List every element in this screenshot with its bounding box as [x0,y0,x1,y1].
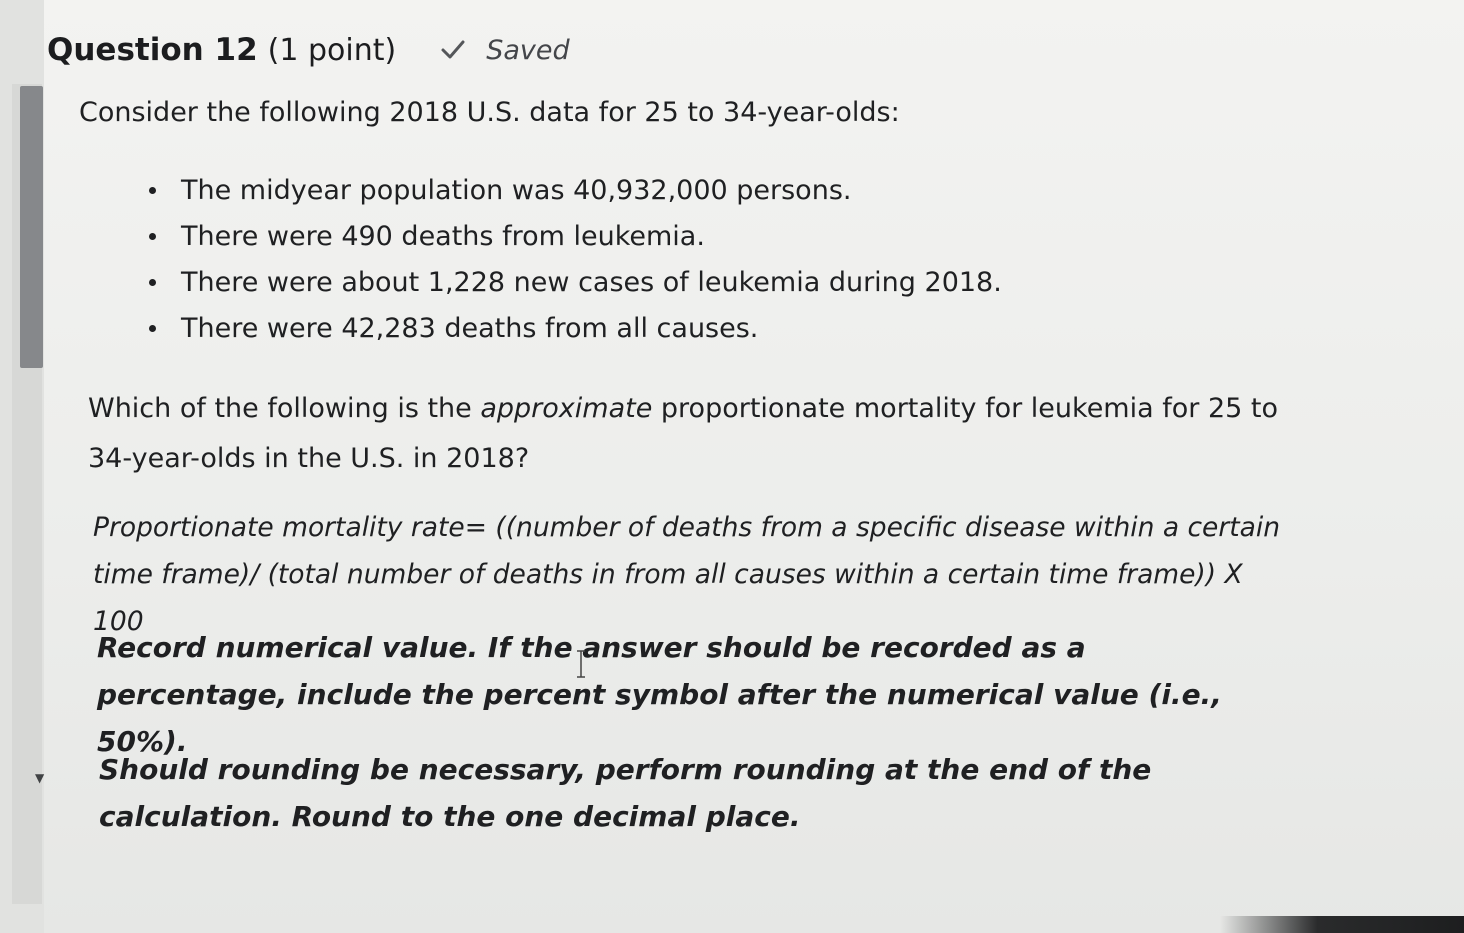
bullet-icon [149,279,156,286]
screen-edge-shadow [1220,916,1464,933]
question-header [47,28,570,72]
data-list [149,174,1002,358]
question-points: (1 point) [267,32,397,68]
text-cursor-icon [575,650,587,678]
list-item [149,174,1002,220]
bullet-icon [149,187,156,194]
list-item [149,266,1002,312]
bullet-icon [149,325,156,332]
prompt-emphasis: approximate [480,393,653,424]
collapse-arrow-icon[interactable]: ▼ [35,771,45,785]
question-prompt [88,384,1278,484]
bullet-icon [149,233,156,240]
list-item [149,220,1002,266]
saved-status: Saved [486,34,570,66]
prompt-text-end: proportionate mortality for leukemia for 25 to 34-year-olds in the U.S. in 2018? [88,393,1278,474]
question-intro: Consider the following 2018 U.S. data for 25 to 34-year-olds: [79,97,900,128]
check-icon [440,37,466,63]
list-item-text: The midyear population was 40,932,000 persons. [181,175,852,206]
list-item-text: There were about 1,228 new cases of leukemia during 2018. [181,267,1002,298]
list-item-text: There were 42,283 deaths from all causes. [181,313,759,344]
prompt-text-start: Which of the following is the [88,393,481,424]
question-title: Question 12 [47,32,258,68]
list-item-text: There were 490 deaths from leukemia. [181,221,705,252]
list-item [149,312,1002,358]
rounding-instruction: Should rounding be necessary, perform rounding at the end of the calculation. Round to the one decimal place. [99,753,1152,833]
record-instruction: Record numerical value. If the answer should be recorded as a percentage, include the percent symbol after the numerical value (i.e., 50%). [97,631,1222,758]
formula-text: Proportionate mortality rate= ((number of deaths from a specific disease within a certain time frame)/ (total number of deaths in from all causes within a certain time frame)) X 100 [93,512,1281,637]
scrollbar-thumb[interactable] [20,86,43,368]
